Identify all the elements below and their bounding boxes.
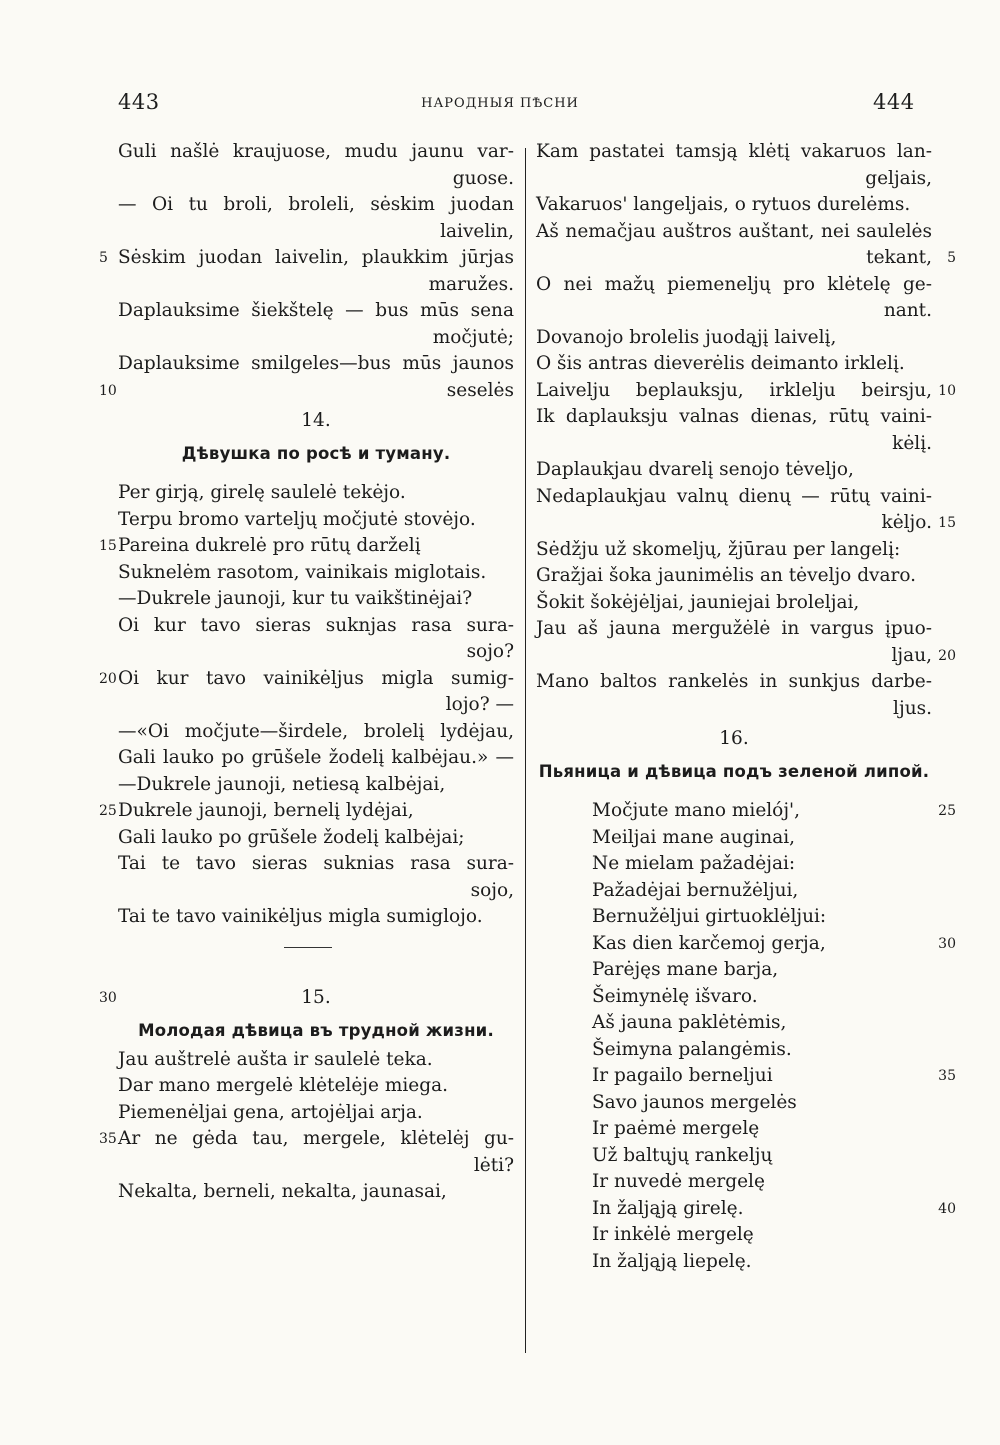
verse-line	[99, 245, 514, 272]
verse-line	[536, 825, 932, 852]
verse-line	[536, 851, 932, 878]
verse-text: Tai te tavo sieras suknias rasa sura-	[118, 853, 514, 874]
verse-line	[99, 378, 514, 405]
verse-text: Ir inkėlė mergelę	[592, 1224, 754, 1245]
verse-text: — Oi tu broli, broleli, sėskim juodan	[118, 194, 514, 215]
verse-line	[99, 798, 514, 825]
verse-line	[118, 692, 514, 719]
column-divider	[525, 148, 526, 1353]
line-number: 10	[938, 382, 956, 399]
verse-line	[536, 1169, 932, 1196]
verse-line	[536, 643, 956, 670]
verse-text: Savo jaunos mergelės	[592, 1091, 797, 1113]
page-header	[0, 90, 1000, 120]
verse-text: sojo?	[466, 641, 514, 662]
line-number: 25	[99, 803, 117, 819]
verse-line	[536, 510, 956, 537]
verse-text: Oi kur tavo sieras suknjas rasa sura-	[118, 614, 514, 636]
song-number	[99, 981, 514, 1015]
verse-line	[118, 745, 514, 772]
song-number-text: 16.	[719, 728, 749, 749]
verse-line	[536, 219, 932, 246]
verse-line	[536, 590, 932, 617]
left-column	[99, 139, 514, 1206]
verse-line	[118, 825, 514, 852]
right-column	[536, 139, 956, 1275]
verse-line	[536, 192, 932, 219]
verse-line	[118, 219, 514, 246]
verse-text: Nekalta, berneli, nekalta, jaunasai,	[118, 1181, 447, 1202]
line-number: 15	[938, 515, 956, 531]
verse-line	[536, 457, 932, 484]
song-title: Дѣвушка по росѣ и туману.	[181, 444, 451, 463]
verse-text: Meiljai mane auginai,	[592, 826, 796, 848]
verse-text: Gali lauko po grūšele žodelį kalbėjai;	[118, 826, 465, 848]
verse-text: lojo? —	[445, 694, 514, 715]
verse-text: In žaljąją liepelę.	[592, 1250, 752, 1272]
left-page-number: 443	[118, 90, 160, 114]
spacer	[118, 971, 514, 981]
verse-line	[536, 537, 932, 564]
verse-text: Šeimynėlę išvaro.	[592, 985, 758, 1007]
line-number: 20	[938, 647, 956, 664]
line-number: 40	[938, 1200, 956, 1217]
verse-line	[118, 192, 514, 219]
verse-text: Kas dien karčemoj gerja,	[592, 932, 826, 954]
verse-line	[536, 298, 932, 325]
verse-line	[536, 139, 932, 166]
verse-text: Šeimyna palangėmis.	[592, 1038, 792, 1060]
verse-text: Laivelju beplauksju, irklelju beirsju,	[536, 379, 932, 401]
verse-line	[118, 613, 514, 640]
song-number	[536, 722, 932, 756]
verse-text: Ir nuvedė mergelę	[592, 1171, 765, 1192]
verse-line	[118, 851, 514, 878]
right-page-number: 444	[873, 90, 915, 114]
verse-line	[118, 1153, 514, 1180]
verse-text: Daplauksime smilgeles—bus mūs jaunos	[118, 353, 514, 374]
verse-text: Ik daplauksju valnas dienas, rūtų vaini-	[536, 406, 932, 427]
verse-line	[536, 1010, 932, 1037]
verse-text: Terpu bromo vartelјų močjutė stovėjo.	[118, 508, 476, 530]
verse-text: Nedaplaukjau valnų dienų — rūtų vaini-	[536, 485, 932, 507]
verse-line	[99, 1126, 514, 1153]
spacer	[536, 788, 932, 798]
verse-text: Dukrele jaunoji, bernelį lydėjai,	[118, 800, 414, 821]
line-number: 15	[99, 538, 117, 554]
verse-text: Šokit šokėjėljai, jauniejai broleljai,	[536, 591, 860, 613]
verse-text: Suknelėm rasotom, vainikais miglotais.	[118, 561, 487, 583]
verse-line	[536, 325, 932, 352]
verse-line	[118, 1047, 514, 1074]
line-number: 5	[99, 250, 108, 266]
verse-line	[536, 563, 932, 590]
verse-line	[118, 325, 514, 352]
verse-text: Sėdžju už skomeljų, žjūrau per langelį:	[536, 538, 901, 560]
verse-text: O šis antras dieverėlis deimanto irklelį.	[536, 353, 905, 374]
verse-text: ljus.	[893, 697, 932, 719]
verse-text: Jau auštrelė aušta ir saulelė teka.	[118, 1048, 433, 1070]
verse-text: Mano baltos rankelės in sunkjus darbe-	[536, 671, 932, 692]
verse-line	[536, 431, 932, 458]
line-number: 25	[938, 803, 956, 819]
verse-text: Dovanojo brolelis juodąjį laivelį,	[536, 326, 837, 348]
verse-text: Gražjai šoka jaunimėlis an tėveljo dvaro.	[536, 565, 917, 586]
verse-text: Oi kur tavo vainikėljus migla sumig-	[118, 667, 514, 689]
verse-line	[536, 798, 956, 825]
verse-text: Guli našlė kraujuose, mudu jaunu var-	[118, 141, 514, 162]
verse-text: maružes.	[428, 273, 514, 295]
verse-text: Gali lauko po grūšele žodelį kalbėjau.» —	[118, 747, 514, 768]
verse-line	[536, 272, 932, 299]
verse-line	[536, 404, 932, 431]
verse-line	[536, 904, 932, 931]
verse-text: Daplauksime šiekštelę — bus mūs sena	[118, 300, 514, 321]
verse-line	[536, 1063, 956, 1090]
verse-text: Ir pagailo berneljui	[592, 1065, 773, 1086]
verse-line	[118, 586, 514, 613]
verse-text: ljau,	[891, 644, 932, 666]
verse-text: Parėjęs mane barja,	[592, 959, 779, 980]
verse-text: kėlį.	[892, 432, 932, 454]
verse-text: tekant,	[866, 247, 932, 268]
song-number-text: 15.	[301, 986, 331, 1008]
verse-text: Pareina dukrelė pro rūtų darželį	[118, 535, 421, 556]
verse-line	[536, 616, 932, 643]
song-title: Молодая дѣвица въ трудной жизни.	[138, 1020, 494, 1040]
verse-text: Kam pastatei tamsją klėtį vakaruos lan-	[536, 141, 932, 162]
verse-text: laivelin,	[440, 220, 514, 242]
verse-line	[536, 1196, 956, 1223]
verse-text: sojo,	[470, 879, 514, 901]
verse-line	[118, 480, 514, 507]
spacer	[118, 470, 514, 480]
verse-line	[536, 351, 932, 378]
verse-text: Bernužėljui girtuoklėljui:	[592, 906, 827, 927]
verse-line	[118, 560, 514, 587]
verse-text: Aš nemačjau auštros auštant, nei saulelės	[536, 220, 932, 242]
verse-line	[118, 1100, 514, 1127]
verse-text: Piemenėljai gena, artojėljai arja.	[118, 1101, 423, 1123]
verse-text: Už baltųjų rankeljų	[592, 1144, 773, 1166]
verse-text: guose.	[452, 167, 514, 189]
verse-line	[536, 484, 932, 511]
verse-line	[536, 1116, 932, 1143]
verse-line	[118, 772, 514, 799]
verse-line	[536, 1143, 932, 1170]
section-rule	[118, 931, 514, 961]
verse-line	[118, 166, 514, 193]
verse-line	[99, 533, 514, 560]
spacer	[118, 961, 514, 971]
verse-line	[118, 1073, 514, 1100]
song-number-text: 14.	[301, 410, 331, 431]
verse-line	[118, 639, 514, 666]
verse-line	[118, 139, 514, 166]
line-number: 20	[99, 670, 117, 687]
line-number: 30	[99, 989, 117, 1006]
verse-text: Pažadėjai bernužėljui,	[592, 879, 799, 901]
verse-text: Ar ne gėda tau, mergele, klėtelėj gu-	[118, 1128, 514, 1149]
song-title: Пьяница и дѣвица подъ зеленой липой.	[538, 762, 930, 781]
verse-line	[536, 984, 932, 1011]
verse-text: Močjute mano mielój',	[592, 800, 801, 821]
verse-line	[118, 507, 514, 534]
verse-line	[536, 878, 932, 905]
verse-text: močjutė;	[432, 326, 514, 348]
verse-line	[536, 1037, 932, 1064]
verse-text: In žaljąją girelę.	[592, 1197, 744, 1219]
verse-text: Aš jauna paklėtėmis,	[592, 1012, 787, 1033]
verse-text: Ir paėmė mergelę	[592, 1118, 760, 1139]
verse-text: nant.	[883, 300, 932, 321]
verse-text: Dar mano mergelė klėtelėje miega.	[118, 1075, 449, 1096]
verse-text: Daplaukjau dvarelį senojo tėveljo,	[536, 459, 854, 480]
verse-text: —Dukrele jaunoji, netiesą kalbėjai,	[118, 773, 446, 795]
verse-text: Vakaruos' langeljais, o rytuos durelėms.	[536, 194, 911, 215]
verse-text: seselės	[446, 379, 514, 401]
verse-line	[118, 878, 514, 905]
verse-line	[536, 957, 932, 984]
line-number: 10	[99, 382, 117, 399]
verse-text: lėti?	[473, 1154, 514, 1176]
line-number: 30	[938, 935, 956, 952]
verse-line	[536, 166, 932, 193]
line-number: 35	[99, 1131, 117, 1147]
line-number: 35	[938, 1068, 956, 1084]
verse-text: geljais,	[865, 167, 932, 189]
verse-line	[118, 298, 514, 325]
verse-line	[118, 1179, 514, 1206]
verse-line	[99, 666, 514, 693]
verse-text: Ne mielam pažadėjai:	[592, 853, 796, 874]
verse-line	[118, 904, 514, 931]
verse-line	[536, 931, 956, 958]
running-title: НАРОДНЫЯ ПѢСНИ	[421, 96, 579, 111]
verse-text: Sėskim juodan laivelin, plaukkim jūrjas	[118, 247, 514, 268]
verse-line	[118, 719, 514, 746]
verse-text: Per girją, girelę saulelė tekėjo.	[118, 482, 406, 503]
line-number: 5	[947, 250, 956, 266]
verse-line	[536, 1090, 932, 1117]
verse-text: —Dukrele jaunoji, kur tu vaikštinėjai?	[118, 588, 473, 609]
verse-text: kėljo.	[881, 512, 932, 533]
verse-text: Jau aš jauna mergužėlė in vargus įpuo-	[536, 618, 932, 639]
verse-line	[536, 378, 956, 405]
verse-text: Tai te tavo vainikėljus migla sumiglojo.	[118, 906, 483, 927]
verse-line	[536, 245, 956, 272]
song-number	[118, 404, 514, 438]
verse-line	[118, 351, 514, 378]
verse-line	[536, 696, 932, 723]
verse-line	[536, 669, 932, 696]
verse-text: O nei mažų piemeneljų pro klėtelę ge-	[536, 273, 932, 295]
rule-line	[284, 947, 332, 948]
verse-line	[118, 272, 514, 299]
verse-line	[536, 1249, 932, 1276]
verse-text: —«Oi močjute—širdele, brolelį lydėjau,	[118, 720, 514, 742]
verse-line	[536, 1222, 932, 1249]
